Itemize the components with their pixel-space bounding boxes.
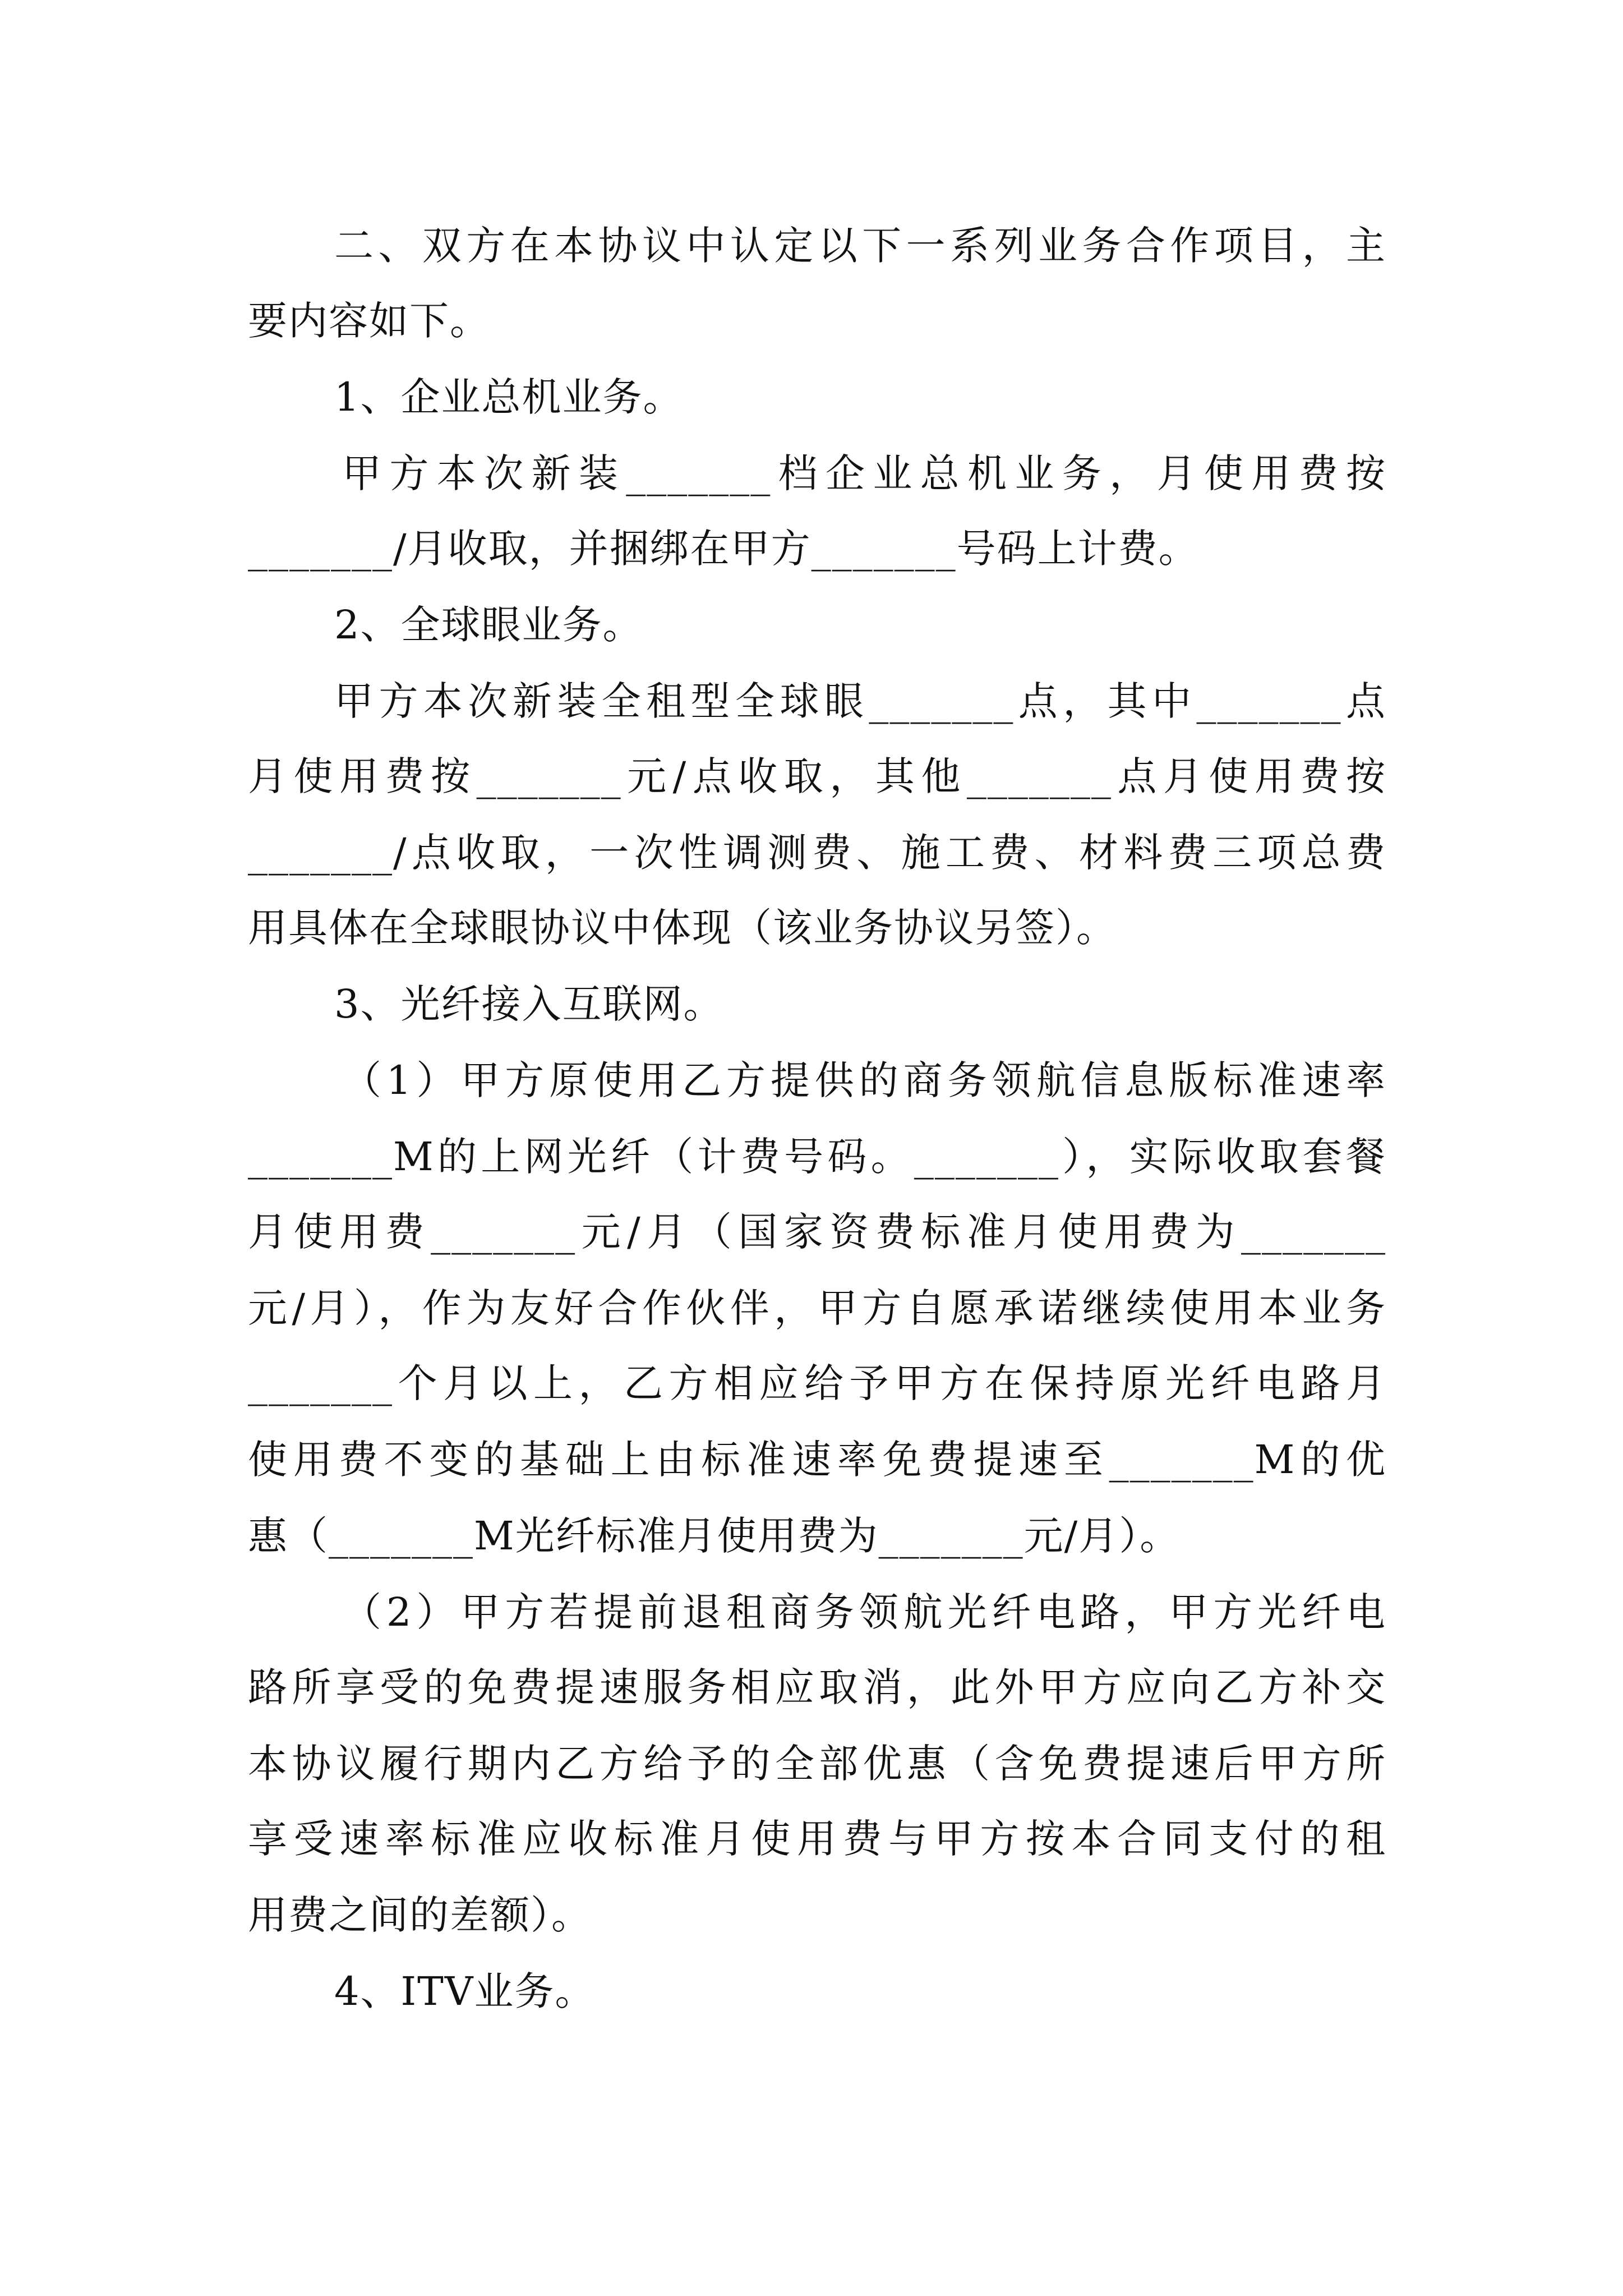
section-heading-4: 4、ITV业务。 [334,1968,596,2014]
section-heading-1: 1、企业总机业务。 [334,374,684,420]
section-heading-2: 2、全球眼业务。 [334,602,643,648]
paragraph-line-3: 甲方本次新装_______档企业总机业务，月使用费按 [342,450,1386,496]
paragraph-line-2: 要内容如下。 [248,298,490,344]
paragraph-line-9: （1）甲方原使用乙方提供的商务领航信息版标准速率 [342,1057,1386,1103]
paragraph-line-16: （2）甲方若提前退租商务领航光纤电路，甲方光纤电 [342,1589,1386,1635]
paragraph-line-18: 本协议履行期内乙方给予的全部优惠（含免费提速后甲方所 [248,1741,1386,1787]
paragraph-line-6: 月使用费按_______元/点收取，其他_______点月使用费按 [248,753,1386,799]
paragraph-line-10: _______M的上网光纤（计费号码。_______），实际收取套餐 [248,1134,1386,1180]
section-heading-3: 3、光纤接入互联网。 [334,981,724,1027]
paragraph-line-15: 惠（_______M光纤标准月使用费为_______元/月）。 [248,1513,1181,1559]
paragraph-line-13: _______个月以上，乙方相应给予甲方在保持原光纤电路月 [248,1360,1386,1406]
paragraph-line-12: 元/月），作为友好合作伙伴，甲方自愿承诺继续使用本业务 [248,1285,1386,1331]
paragraph-line-5: 甲方本次新装全租型全球眼_______点，其中_______点 [334,678,1386,724]
paragraph-line-19: 享受速率标准应收标准月使用费与甲方按本合同支付的租 [248,1816,1386,1862]
paragraph-line-11: 月使用费_______元/月（国家资费标准月使用费为_______ [248,1209,1386,1255]
paragraph-line-17: 路所享受的免费提速服务相应取消，此外甲方应向乙方补交 [248,1664,1386,1710]
paragraph-line-8: 用具体在全球眼协议中体现（该业务协议另签）。 [248,905,1117,951]
paragraph-line-1: 二、双方在本协议中认定以下一系列业务合作项目，主 [334,223,1386,269]
paragraph-line-4: _______/月收取，并捆绑在甲方_______号码上计费。 [248,526,1199,572]
paragraph-line-7: _______/点收取，一次性调测费、施工费、材料费三项总费 [248,830,1386,876]
paragraph-line-20: 用费之间的差额）。 [248,1892,592,1938]
paragraph-line-14: 使用费不变的基础上由标准速率免费提速至_______M的优 [248,1437,1386,1483]
